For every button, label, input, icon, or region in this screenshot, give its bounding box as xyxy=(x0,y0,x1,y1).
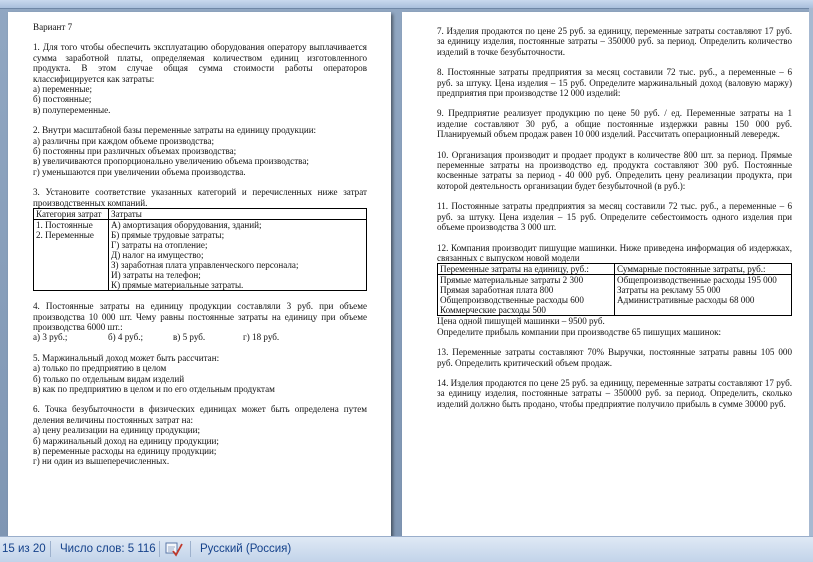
vertical-scrollbar[interactable] xyxy=(809,8,813,536)
q3-header-category: Категория затрат xyxy=(34,209,109,220)
question-1: 1. Для того чтобы обеспечить эксплуатацию оборудования оператору выплачивается сумма заработной платы, определяемая количеством единиц изготовленного продукта. В этом случае общая сумма стоимости работы операторов классифицируется как затраты: xyxy=(33,42,367,84)
q6-option: а) цену реализации на единицу продукции; xyxy=(33,425,201,436)
question-7: 7. Изделия продаются по цене 25 руб. за единицу, переменные затраты составляют 17 руб. за единицу изделия, постоянные затраты – 350000 руб. за период. Определить количество изделий в точке безубыточности. xyxy=(437,26,792,57)
q3-cost: Г) затраты на отопление; xyxy=(111,240,208,251)
question-6: 6. Точка безубыточности в физических единицах может быть определена путем деления величины постоянных затрат на: xyxy=(33,404,367,425)
question-14: 14. Изделия продаются по цене 25 руб. за единицу, переменные затраты составляют 17 руб. за единицу изделия, постоянные затраты – 350000 руб. за период. Определить, сколько изделий должно быть продано, чтобы предприятие получило прибыль в сумме 30000 руб. xyxy=(437,377,792,409)
question-4: 4. Постоянные затраты на единицу продукции составляли 3 руб. при объеме производства 10 000 шт. Чему равны постоянные затраты на единицу при объеме производства 6000 шт.: xyxy=(33,301,367,332)
q3-cost: Д) налог на имущество; xyxy=(111,250,204,261)
page-indicator[interactable]: 15 из 20 xyxy=(2,543,46,555)
variant-title: Вариант 7 xyxy=(33,22,73,32)
q1-option: а) переменные; xyxy=(33,84,93,95)
q5-option: а) только по предприятию в целом xyxy=(33,363,167,374)
document-page-right[interactable] xyxy=(402,12,810,536)
q4-options xyxy=(33,332,367,342)
question-3: 3. Установите соответствие указанных категорий и перечисленных ниже затрат производственных компаний. xyxy=(33,187,367,208)
q12-fixed-costs xyxy=(615,275,792,316)
q3-cost: И) затраты на телефон; xyxy=(111,270,201,281)
q12-price: Цена одной пишущей машинки – 9500 руб. xyxy=(437,316,605,327)
question-5: 5. Маржинальный доход может быть рассчитан: xyxy=(33,352,220,363)
q4-option: а) 3 руб.; xyxy=(33,332,68,343)
q12-variable-costs xyxy=(438,275,615,316)
q3-cost: А) амортизация оборудования, зданий; xyxy=(111,220,262,231)
question-10: 10. Организация производит и продает продукт в количестве 800 шт. за период. Прямые переменные затраты на производство ед. продукта составляют 300 руб. Постоянные косвенные затраты за период - 40 000 руб. Определить цену реализации продукта, при которой деятельность организации будет безубыточной (в руб.): xyxy=(437,149,792,191)
q12-right-header: Суммарные постоянные затраты, руб.: xyxy=(615,264,792,275)
question-9: 9. Предприятие реализует продукцию по цене 50 руб. / ед. Переменные затраты на 1 изделие составляют 30 руб, а общие постоянные издержки равны 150 000 руб. Планируемый объем продаж равен 10 000 изделий. Рассчитать операционный левередж. xyxy=(437,108,792,140)
document-page-left[interactable] xyxy=(8,12,391,536)
q4-option: в) 5 руб. xyxy=(173,332,206,343)
question-12: 12. Компания производит пишущие машинки. Ниже приведена информация об издержках, связанных с выпуском новой модели xyxy=(437,242,792,263)
q5-option: в) как по предприятию в целом и по его отдельным продуктам xyxy=(33,383,275,394)
q12-left-item: Прямая заработная плата 800 xyxy=(440,285,554,296)
ruler-strip xyxy=(0,0,813,9)
q3-category: 1. Постоянные xyxy=(36,220,93,231)
q3-category: 2. Переменные xyxy=(36,230,94,241)
status-separator xyxy=(50,541,51,557)
status-separator xyxy=(190,541,191,557)
q6-option: в) переменные расходы на единицу продукции; xyxy=(33,445,217,456)
q12-left-item: Общепроизводственные расходы 600 xyxy=(440,295,584,306)
question-8: 8. Постоянные затраты предприятия за месяц составили 72 тыс. руб., а переменные – 6 руб. за штуку. Цена изделия – 15 руб. Определите маржинальный доход (валовую маржу) предприятия при производстве 12 000 изделий: xyxy=(437,67,792,99)
q2-option: в) увеличиваются пропорционально увеличению объема производства; xyxy=(33,156,309,167)
q3-categories-cell xyxy=(34,220,109,291)
q12-right-item: Общепроизводственные расходы 195 000 xyxy=(617,275,777,286)
q3-header-costs: Затраты xyxy=(109,209,367,220)
question-11: 11. Постоянные затраты предприятия за месяц составили 72 тыс. руб., а переменные – 6 руб. за штуку. Цена изделия – 15 руб. Определите себестоимость одного изделия при объеме производства 3 000 шт. xyxy=(437,201,792,233)
q6-option: г) ни один из вышеперечисленных. xyxy=(33,456,170,467)
q12-left-item: Коммерческие расходы 500 xyxy=(440,305,546,316)
question-2: 2. Внутри масштабной базы переменные затраты на единицу продукции: xyxy=(33,125,317,136)
q1-option: в) полупеременные. xyxy=(33,104,111,115)
q5-option: б) только по отдельным видам изделий xyxy=(33,373,185,384)
q3-cost: Б) прямые трудовые затраты; xyxy=(111,230,225,241)
q12-left-item: Прямые материальные затраты 2 300 xyxy=(440,275,584,286)
status-bar xyxy=(0,536,813,562)
spell-check-icon[interactable] xyxy=(165,541,183,557)
q2-option: б) постоянны при различных объемах производства; xyxy=(33,146,237,157)
language-indicator[interactable]: Русский (Россия) xyxy=(200,543,292,555)
q1-option: б) постоянные; xyxy=(33,94,92,105)
q12-left-header: Переменные затраты на единицу, руб.: xyxy=(438,264,615,275)
q6-option: б) маржинальный доход на единицу продукции; xyxy=(33,435,219,446)
q4-option: г) 18 руб. xyxy=(243,332,280,343)
status-separator xyxy=(159,541,160,557)
q4-option: б) 4 руб.; xyxy=(108,332,144,343)
q3-table xyxy=(33,208,367,291)
word-count[interactable]: Число слов: 5 116 xyxy=(60,543,156,555)
q2-option: г) уменьшаются при увеличении объема производства. xyxy=(33,166,246,177)
q12-table xyxy=(437,263,792,316)
q3-costs-cell xyxy=(109,220,367,291)
question-13: 13. Переменные затраты составляют 70% Выручки, постоянные затраты равны 105 000 руб. Определить критический объем продаж. xyxy=(437,347,792,368)
q12-right-item: Затраты на рекламу 55 000 xyxy=(617,285,721,296)
q12-task: Определите прибыль компании при производстве 65 пишущих машинок: xyxy=(437,326,722,337)
q12-right-item: Административные расходы 68 000 xyxy=(617,295,755,306)
q2-option: а) различны при каждом объеме производства; xyxy=(33,135,214,146)
q3-cost: З) заработная плата управленческого персонала; xyxy=(111,260,299,271)
q3-cost: К) прямые материальные затраты. xyxy=(111,280,244,291)
